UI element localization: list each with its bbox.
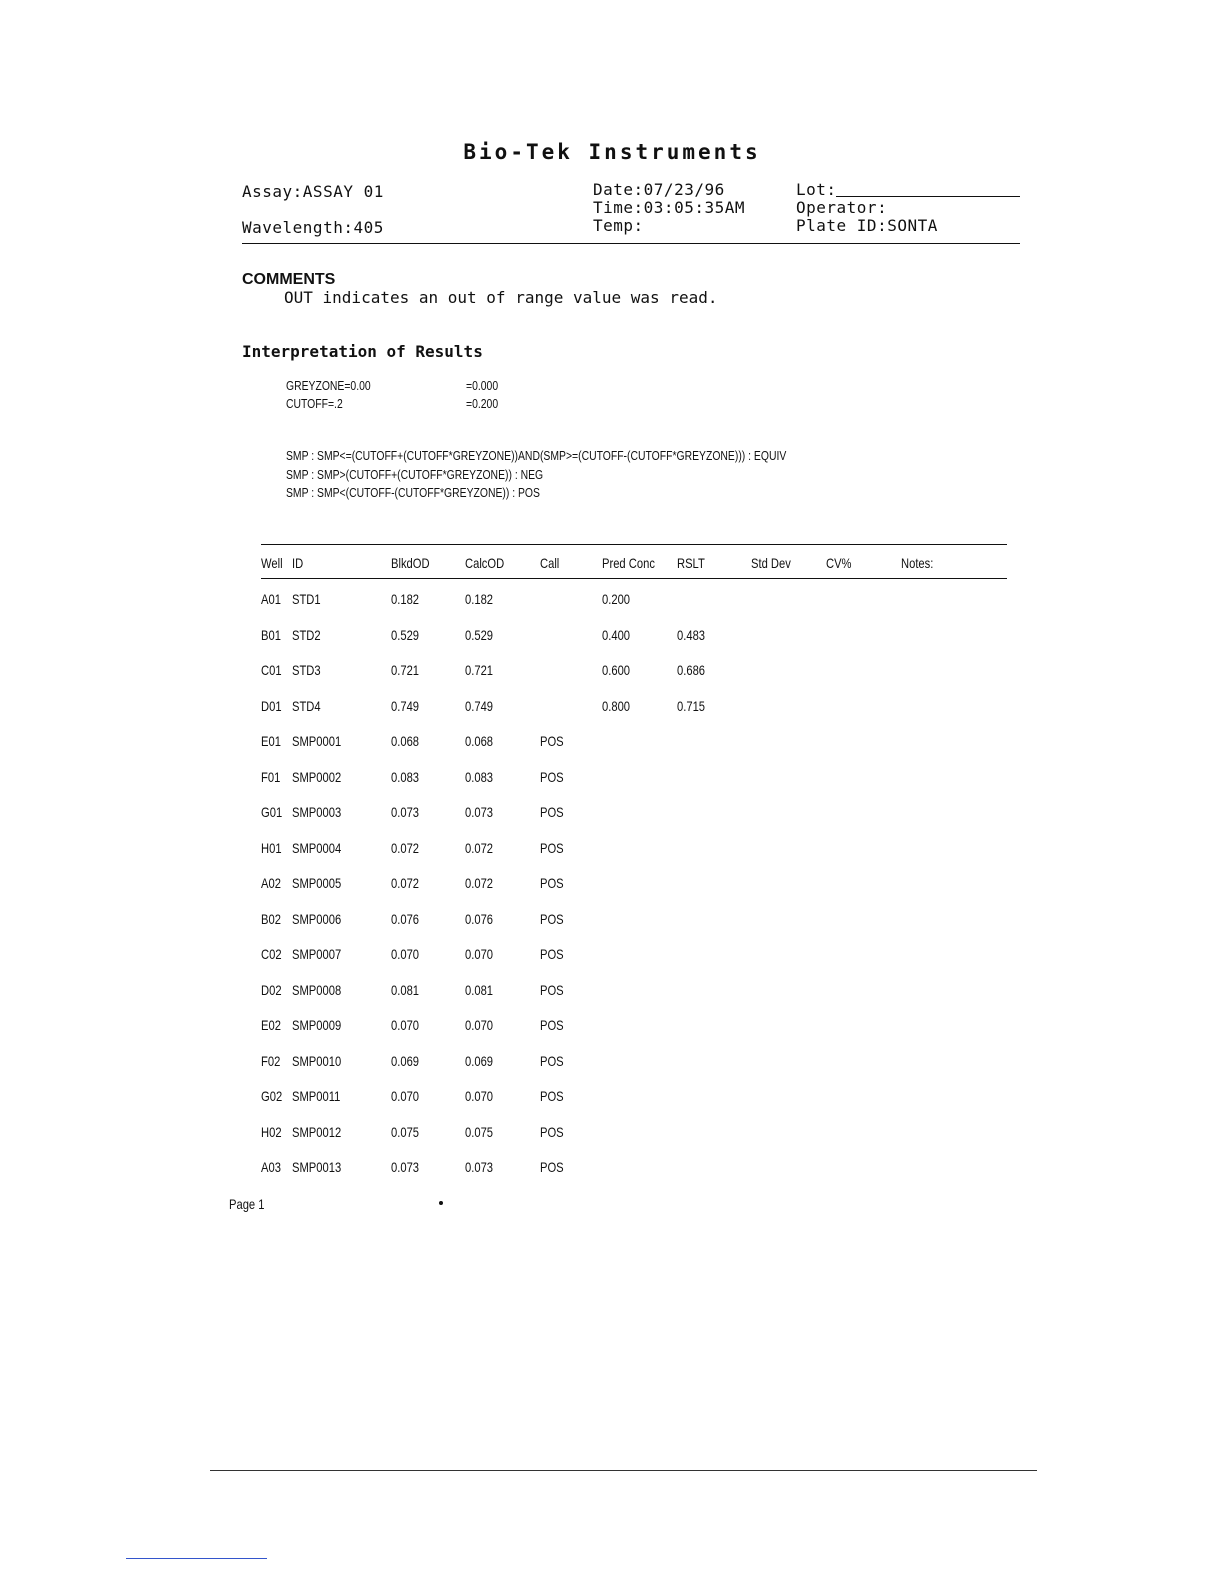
param-greyzone-name: GREYZONE=0.00 bbox=[286, 378, 371, 393]
col-std-dev-header: Std Dev bbox=[751, 555, 791, 571]
cell-call: POS bbox=[540, 981, 564, 998]
cell-calcod: 0.076 bbox=[465, 910, 494, 927]
cell-calcod: 0.081 bbox=[465, 981, 494, 998]
wavelength-label: Wavelength:405 bbox=[242, 218, 384, 237]
cell-calcod: 0.749 bbox=[465, 697, 494, 714]
cell-call: POS bbox=[540, 875, 564, 891]
table-row bbox=[0, 1053, 1224, 1073]
cell-well: A01 bbox=[261, 591, 281, 607]
cell-calcod: 0.721 bbox=[465, 662, 494, 678]
cell-well: C02 bbox=[261, 946, 282, 962]
cell-blkdod: 0.749 bbox=[391, 697, 420, 714]
cell-calcod: 0.069 bbox=[465, 1052, 494, 1069]
lot-label: Lot: bbox=[796, 180, 837, 199]
param-greyzone-value: =0.000 bbox=[466, 378, 499, 393]
cell-calcod: 0.070 bbox=[465, 946, 494, 962]
operator-label: Operator: bbox=[796, 198, 888, 217]
cell-rslt: 0.715 bbox=[677, 697, 706, 714]
table-row bbox=[0, 698, 1224, 718]
table-row bbox=[0, 662, 1224, 682]
cell-well: D01 bbox=[261, 697, 282, 714]
cell-blkdod: 0.083 bbox=[391, 768, 420, 785]
cell-calcod: 0.083 bbox=[465, 768, 494, 785]
date-label: Date:07/23/96 bbox=[593, 180, 725, 199]
cell-call: POS bbox=[540, 804, 564, 820]
cell-calcod: 0.072 bbox=[465, 839, 494, 856]
cell-id: STD2 bbox=[292, 626, 321, 643]
interpretation-heading: Interpretation of Results bbox=[242, 342, 483, 361]
cell-calcod: 0.072 bbox=[465, 875, 494, 891]
cell-id: SMP0013 bbox=[292, 1159, 342, 1175]
table-row bbox=[0, 733, 1224, 753]
col-pred-conc-header: Pred Conc bbox=[602, 555, 655, 571]
cell-well: B02 bbox=[261, 910, 281, 927]
col-call-header: Call bbox=[540, 555, 560, 571]
cell-well: F01 bbox=[261, 768, 281, 785]
cell-blkdod: 0.070 bbox=[391, 1088, 420, 1104]
cell-blkdod: 0.529 bbox=[391, 626, 420, 643]
table-row bbox=[0, 1159, 1224, 1179]
cell-calcod: 0.182 bbox=[465, 591, 494, 607]
cell-blkdod: 0.068 bbox=[391, 733, 420, 749]
cell-call: POS bbox=[540, 1052, 564, 1069]
table-row bbox=[0, 982, 1224, 1002]
param-cutoff-name: CUTOFF=.2 bbox=[286, 396, 343, 411]
col-blkdod-header: BlkdOD bbox=[391, 555, 430, 571]
header-divider bbox=[242, 243, 1020, 244]
cell-call: POS bbox=[540, 1017, 564, 1033]
table-row bbox=[0, 911, 1224, 931]
cell-call: POS bbox=[540, 910, 564, 927]
assay-label: Assay:ASSAY 01 bbox=[242, 182, 384, 201]
cell-call: POS bbox=[540, 1159, 564, 1175]
cell-well: E02 bbox=[261, 1017, 281, 1033]
cell-blkdod: 0.069 bbox=[391, 1052, 420, 1069]
cell-id: SMP0007 bbox=[292, 946, 342, 962]
table-row bbox=[0, 875, 1224, 895]
cell-pred-conc: 0.200 bbox=[602, 591, 631, 607]
cell-calcod: 0.068 bbox=[465, 733, 494, 749]
cell-blkdod: 0.721 bbox=[391, 662, 420, 678]
cell-well: A03 bbox=[261, 1159, 281, 1175]
cell-id: SMP0002 bbox=[292, 768, 342, 785]
table-row bbox=[0, 769, 1224, 789]
cell-pred-conc: 0.800 bbox=[602, 697, 631, 714]
cell-id: STD4 bbox=[292, 697, 321, 714]
col-id-header: ID bbox=[292, 555, 304, 571]
cell-blkdod: 0.073 bbox=[391, 1159, 420, 1175]
cell-blkdod: 0.076 bbox=[391, 910, 420, 927]
footer-blue-rule bbox=[126, 1558, 267, 1559]
cell-calcod: 0.070 bbox=[465, 1017, 494, 1033]
cell-rslt: 0.686 bbox=[677, 662, 706, 678]
cell-call: POS bbox=[540, 1088, 564, 1104]
table-row bbox=[0, 1124, 1224, 1144]
cell-id: SMP0005 bbox=[292, 875, 342, 891]
stray-mark bbox=[439, 1201, 443, 1205]
cell-call: POS bbox=[540, 1123, 564, 1140]
cell-id: STD1 bbox=[292, 591, 321, 607]
cell-calcod: 0.073 bbox=[465, 804, 494, 820]
cell-calcod: 0.070 bbox=[465, 1088, 494, 1104]
cell-id: SMP0008 bbox=[292, 981, 342, 998]
cell-well: G02 bbox=[261, 1088, 283, 1104]
cell-blkdod: 0.072 bbox=[391, 839, 420, 856]
col-notes-header: Notes: bbox=[901, 555, 934, 571]
comments-text: OUT indicates an out of range value was read. bbox=[284, 288, 718, 307]
cell-well: C01 bbox=[261, 662, 282, 678]
cell-calcod: 0.075 bbox=[465, 1123, 494, 1140]
temp-label: Temp: bbox=[593, 216, 644, 235]
cell-blkdod: 0.081 bbox=[391, 981, 420, 998]
table-header-rule bbox=[261, 578, 1007, 579]
table-row bbox=[0, 1088, 1224, 1108]
cell-well: F02 bbox=[261, 1052, 281, 1069]
cell-blkdod: 0.072 bbox=[391, 875, 420, 891]
lot-blank-line bbox=[836, 196, 1020, 197]
col-calcod-header: CalcOD bbox=[465, 555, 505, 571]
table-top-rule bbox=[261, 544, 1007, 545]
comments-heading: COMMENTS bbox=[242, 271, 336, 288]
cell-blkdod: 0.073 bbox=[391, 804, 420, 820]
cell-blkdod: 0.070 bbox=[391, 1017, 420, 1033]
cell-id: SMP0004 bbox=[292, 839, 342, 856]
cell-well: D02 bbox=[261, 981, 282, 998]
cell-call: POS bbox=[540, 768, 564, 785]
cell-well: H01 bbox=[261, 839, 282, 856]
cell-id: STD3 bbox=[292, 662, 321, 678]
table-row bbox=[0, 627, 1224, 647]
cell-id: SMP0012 bbox=[292, 1123, 342, 1140]
cell-id: SMP0010 bbox=[292, 1052, 342, 1069]
time-label: Time:03:05:35AM bbox=[593, 198, 745, 217]
cell-pred-conc: 0.400 bbox=[602, 626, 631, 643]
cell-id: SMP0003 bbox=[292, 804, 342, 820]
footer-rule bbox=[210, 1470, 1037, 1471]
cell-calcod: 0.529 bbox=[465, 626, 494, 643]
rule-neg: SMP : SMP>(CUTOFF+(CUTOFF*GREYZONE)) : NEG bbox=[286, 467, 544, 482]
cell-id: SMP0006 bbox=[292, 910, 342, 927]
param-cutoff-value: =0.200 bbox=[466, 396, 499, 411]
plate-id-label: Plate ID:SONTA bbox=[796, 216, 938, 235]
report-title: Bio-Tek Instruments bbox=[463, 140, 761, 164]
cell-pred-conc: 0.600 bbox=[602, 662, 631, 678]
table-row bbox=[0, 840, 1224, 860]
cell-id: SMP0001 bbox=[292, 733, 342, 749]
cell-calcod: 0.073 bbox=[465, 1159, 494, 1175]
rule-pos: SMP : SMP<(CUTOFF-(CUTOFF*GREYZONE)) : POS bbox=[286, 485, 540, 500]
rule-equiv: SMP : SMP<=(CUTOFF+(CUTOFF*GREYZONE))AND(SMP>=(CUTOFF-(CUTOFF*GREYZONE))) : EQUIV bbox=[286, 448, 787, 463]
cell-id: SMP0009 bbox=[292, 1017, 342, 1033]
col-well-header: Well bbox=[261, 555, 283, 571]
table-row bbox=[0, 946, 1224, 966]
cell-id: SMP0011 bbox=[292, 1088, 341, 1104]
cell-blkdod: 0.075 bbox=[391, 1123, 420, 1140]
cell-rslt: 0.483 bbox=[677, 626, 706, 643]
cell-call: POS bbox=[540, 839, 564, 856]
cell-well: B01 bbox=[261, 626, 281, 643]
cell-well: G01 bbox=[261, 804, 283, 820]
cell-well: E01 bbox=[261, 733, 281, 749]
cell-call: POS bbox=[540, 946, 564, 962]
table-row bbox=[0, 804, 1224, 824]
cell-well: H02 bbox=[261, 1123, 282, 1140]
cell-blkdod: 0.182 bbox=[391, 591, 420, 607]
page-number: Page 1 bbox=[229, 1196, 265, 1212]
col-rslt-header: RSLT bbox=[677, 555, 705, 571]
cell-well: A02 bbox=[261, 875, 281, 891]
col-cv-header: CV% bbox=[826, 555, 852, 571]
cell-blkdod: 0.070 bbox=[391, 946, 420, 962]
table-row bbox=[0, 591, 1224, 611]
table-row bbox=[0, 1017, 1224, 1037]
cell-call: POS bbox=[540, 733, 564, 749]
